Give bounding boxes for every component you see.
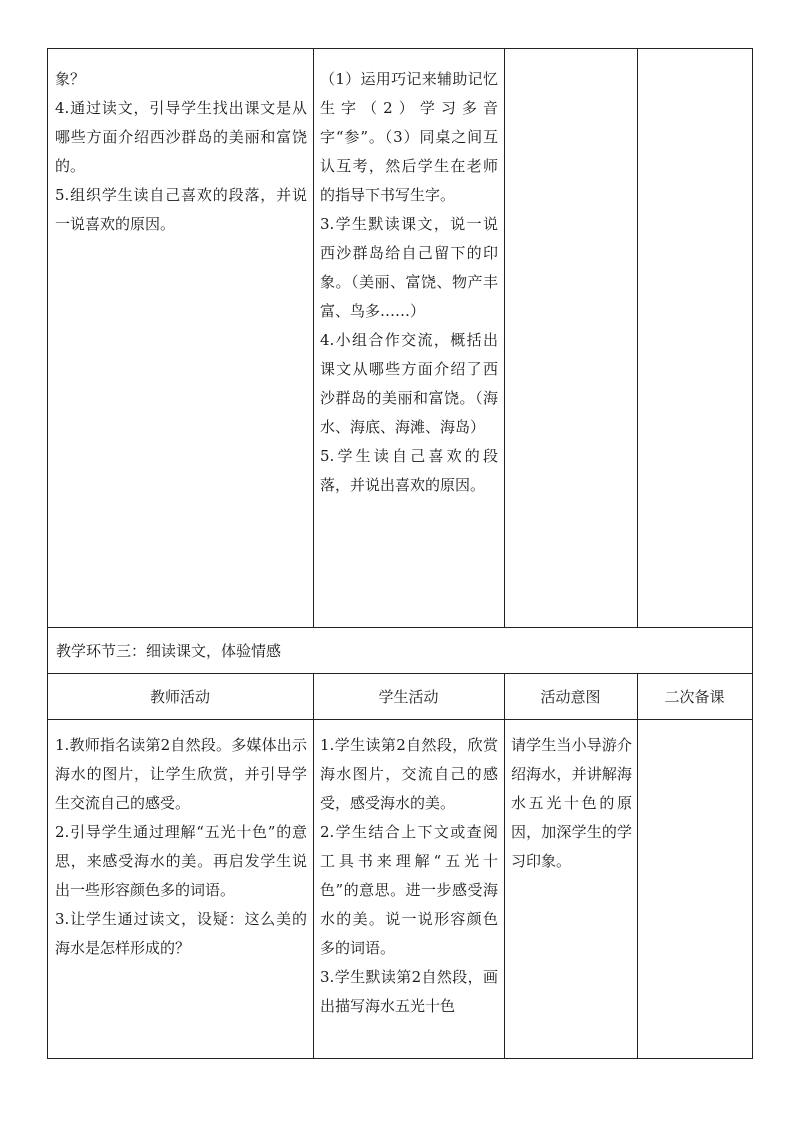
section-title: 教学环节三：细读课文，体验情感 xyxy=(56,642,282,660)
table-border-top xyxy=(47,48,753,49)
column-divider xyxy=(313,673,314,1058)
column-divider xyxy=(504,48,505,627)
teacher-activity-item: 2.引导学生通过理解“五光十色”的意思，来感受海水的美。再启发学生说出一些形容颜色多的词语。 xyxy=(55,823,307,899)
header-teacher-activity: 教师活动 xyxy=(149,688,210,706)
student-activity-item: 5.学生读自己喜欢的段落，并说出喜欢的原因。 xyxy=(320,447,498,494)
teacher-activity-cell xyxy=(55,65,307,239)
student-activity-item: 3.学生默读第2自然段，画出描写海水五光十色 xyxy=(320,968,498,1015)
student-activity-cell xyxy=(320,731,498,1021)
activity-intent-cell xyxy=(511,731,632,876)
table-border-right xyxy=(752,48,753,1058)
header-student-activity: 学生活动 xyxy=(378,688,439,706)
teacher-activity-item: 5.组织学生读自己喜欢的段落，并说一说喜欢的原因。 xyxy=(55,186,307,233)
teacher-activity-cell xyxy=(55,731,307,963)
column-divider xyxy=(313,48,314,627)
student-activity-item: 1.学生读第2自然段，欣赏海水图片，交流自己的感受，感受海水的美。 xyxy=(320,736,498,812)
column-divider xyxy=(637,673,638,1058)
table-border-left xyxy=(47,48,48,1058)
column-divider xyxy=(637,48,638,627)
teacher-activity-item: 1.教师指名读第2自然段。多媒体出示海水的图片，让学生欣赏，并引导学生交流自己的感受。 xyxy=(55,736,307,812)
student-activity-item: 4.小组合作交流，概括出课文从哪些方面介绍了西沙群岛的美丽和富饶。（海水、海底、海滩、海岛） xyxy=(320,331,498,436)
header-activity-intent: 活动意图 xyxy=(540,688,601,706)
column-divider xyxy=(504,673,505,1058)
table-border-bottom xyxy=(47,1058,753,1059)
student-activity-item: 2.学生结合上下文或查阅工具书来理解“五光十色”的意思。进一步感受海水的美。说一说形容颜色多的词语。 xyxy=(320,823,498,957)
student-activity-cell xyxy=(320,65,498,500)
teacher-activity-item: 象？ xyxy=(55,70,86,88)
student-activity-item: 3.学生默读课文，说一说西沙群岛给自己留下的印象。（美丽、富饶、物产丰富、鸟多……） xyxy=(320,215,498,320)
teacher-activity-item: 4.通过读文，引导学生找出课文是从哪些方面介绍西沙群岛的美丽和富饶的。 xyxy=(55,99,307,175)
teacher-activity-item: 3.让学生通过读文，设疑：这么美的海水是怎样形成的？ xyxy=(55,910,307,957)
student-activity-item: （1）运用巧记来辅助记忆生字（2）学习多音字“参”。（3）同桌之间互认互考，然后学生在老师的指导下书写生字。 xyxy=(320,70,498,204)
header-second-prep: 二次备课 xyxy=(664,688,725,706)
activity-intent-text: 请学生当小导游介绍海水，并讲解海水五光十色的原因，加深学生的学习印象。 xyxy=(511,736,632,870)
